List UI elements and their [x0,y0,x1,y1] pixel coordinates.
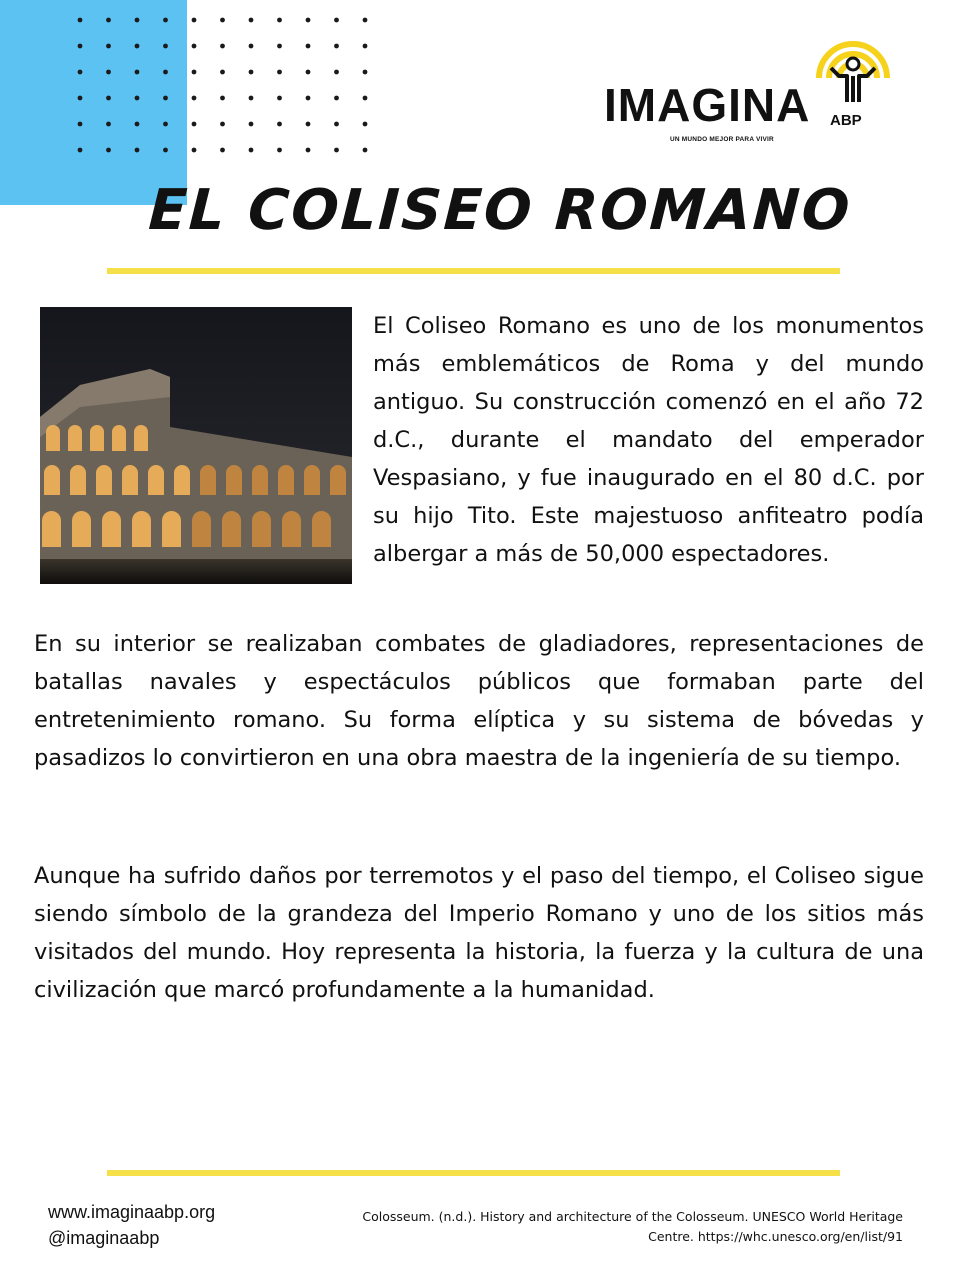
logo-tagline: UN MUNDO MEJOR PARA VIVIR [670,136,774,143]
logo-suffix: ABP [830,112,862,129]
bottom-divider [107,1170,840,1176]
social-handle[interactable]: @imaginaabp [48,1228,160,1248]
dot-grid-decoration [60,0,380,170]
citation-line-1: Colosseum. (n.d.). History and architecture of the Colosseum. UNESCO World Heritage [362,1209,903,1224]
footer-contact [48,1199,215,1251]
page-title: EL COLISEO ROMANO [146,178,854,243]
top-divider [107,268,840,274]
legacy-paragraph: Aunque ha sufrido daños por terremotos y el paso del tiempo, el Coliseo sigue siendo símbolo de la grandeza del Imperio Romano y uno de los sitios más visitados del mundo. Hoy representa la historia, la fuerza y la cultura de una civilización que marcó profundamente a la humanidad. [34,863,924,1003]
website-link[interactable]: www.imaginaabp.org [48,1202,216,1222]
colosseum-photo [40,307,352,584]
logo-wordmark: IMAGINA [604,79,811,131]
person-under-rainbow-icon [813,30,893,110]
interior-paragraph: En su interior se realizaban combates de gladiadores, representaciones de batallas navales y espectáculos públicos que formaban parte del entretenimiento romano. Su forma elíptica y su sistema de bóvedas y pasadizos lo convirtieron en una obra maestra de la ingeniería de su tiempo. [34,631,924,771]
intro-paragraph: El Coliseo Romano es uno de los monumentos más emblemáticos de Roma y del mundo antiguo. Su construcción comenzó en el año 72 d.C., durante el mandato del emperador Vespasiano, y fue inaugurado en el 80 d.C. por su hijo Tito. Este majestuoso anfiteatro podía albergar a más de 50,000 espectadores. [373,313,924,567]
citation-line-2: Centre. https://whc.unesco.org/en/list/91 [648,1229,903,1244]
source-citation [320,1207,903,1247]
imagina-logo [600,30,900,160]
colosseum-illustration [40,307,352,584]
